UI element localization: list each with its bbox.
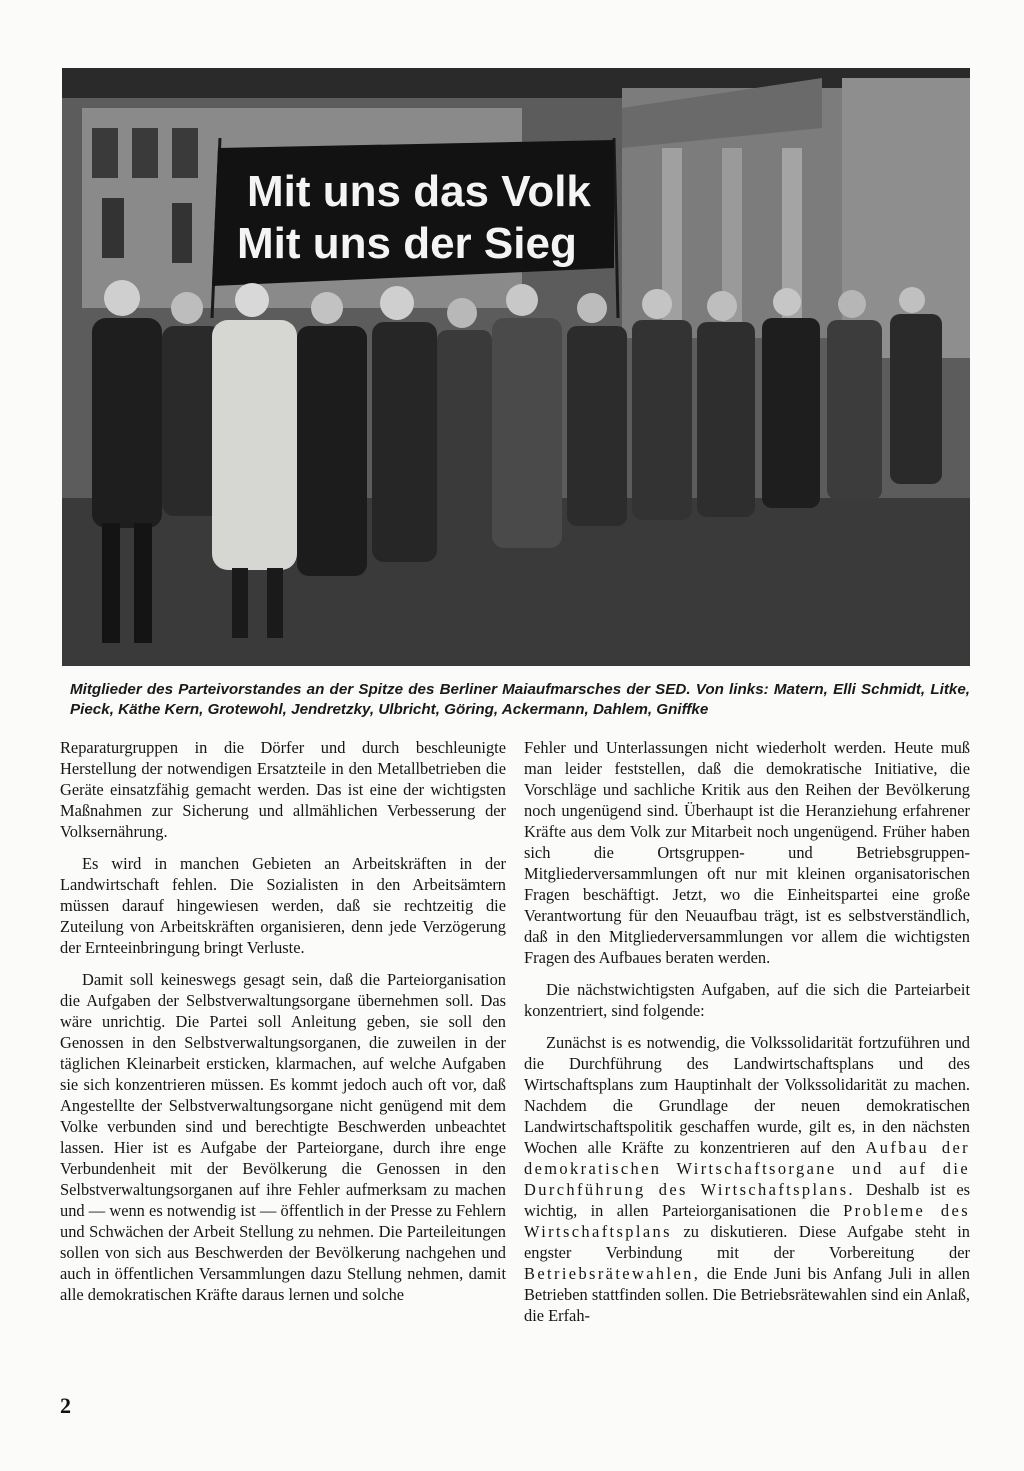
right-p3-text-a: Zunächst is es notwendig, die Volkssolidarität fortzuführen und die Durchführung des Landwirtschaftsplans und des Wirtschaftsplans zum Hauptinhalt der Volkssolidarität zu machen. Nachdem die Grundlage der neuen demokratischen Landwirtschaftspolitik geschaffen wurde, gilt es, in den nächsten Wochen alle Kräfte zu konzentrieren auf den bbox=[524, 1033, 970, 1157]
right-p3-emphasis-d: Probleme des Wirtschaftsplans bbox=[524, 1201, 970, 1241]
photo-may-day-march bbox=[62, 68, 970, 666]
right-p3-text-g: die Ende Juni bis Anfang Juli in allen Betrieben stattfinden sollen. Die Betriebsrätewahlen sind ein Anlaß, die Erfah- bbox=[524, 1264, 970, 1325]
left-paragraph-3: Damit soll keineswegs gesagt sein, daß die Parteiorganisation die Aufgaben der Selbstverwaltungsorgane übernehmen soll. Das wäre unrichtig. Die Partei soll Anleitung geben, sie soll den Genossen in den Selbstverwaltungsorganen, die zuweilen in der täglichen Kleinarbeit ersticken, klarmachen, auf welche Aufgaben sie sich konzentrieren müssen. Es kommt jedoch auch oft vor, daß Angestellte der Selbstverwaltungsorgane nicht genügend mit dem Volke verbunden sind und berechtigte Beschwerden unbeachtet lassen. Hier ist es Aufgabe der Parteiorgane, durch ihre enge Verbundenheit mit der Bevölkerung die Genossen in den Selbstverwaltungsorganen auf ihre Fehler aufmerksam zu machen und — wenn es notwendig ist — öffentlich in der Presse zu Fehlern und Schwächen der Arbeit Stellung zu nehmen. Die Parteileitungen sollen von sich aus Beschwerden der Bevölkerung nachgehen und auch in öffentlichen Versammlungen dazu Stellung nehmen, damit alle demokratischen Kräfte daraus lernen und solche bbox=[60, 970, 506, 1304]
photo-illustration bbox=[62, 68, 970, 666]
left-paragraph-1: Reparaturgruppen in die Dörfer und durch beschleunigte Herstellung der notwendigen Ersatzteile in den Metallbetrieben die Geräte einsatzfähig gemacht werden. Das ist eine der wichtigsten Maßnahmen zur Sicherung und allmählichen Verbesserung der Volksernährung. bbox=[60, 738, 506, 841]
right-p3-text-c: Deshalb ist es wichtig, in allen Parteiorganisationen die bbox=[524, 1180, 970, 1220]
right-p3-emphasis-f: Betriebsrätewahlen, bbox=[524, 1264, 701, 1283]
right-p3-emphasis-b: Aufbau der demokratischen Wirtschaftsorgane und auf die Durchführung des Wirtschaftsplans. bbox=[524, 1138, 970, 1199]
left-column bbox=[60, 737, 506, 1316]
banner-line-1: Mit uns das Volk bbox=[247, 167, 591, 216]
right-p3-text-e: zu diskutieren. Diese Aufgabe steht in engster Verbindung mit der Vorbereitung der bbox=[524, 1222, 970, 1262]
right-paragraph-1: Fehler und Unterlassungen nicht wiederholt werden. Heute muß man leider feststellen, daß die demokratische Initiative, die Vorschläge und sachliche Kritik aus den Reihen der Bevölkerung noch ungenügend sind. Überhaupt ist die Heranziehung erfahrener Kräfte aus dem Volk zur Mitarbeit noch ungenügend. Früher haben sich die Ortsgruppen- und Betriebsgruppen-Mitgliederversammlungen oft nur mit kleinen organisatorischen Fragen beschäftigt. Jetzt, wo die Einheitspartei eine große Verantwortung für den Neuaufbau trägt, ist es selbstverständlich, daß in den Mitgliederversammlungen vor allem die wichtigsten Fragen des Aufbaues beraten werden. bbox=[524, 738, 970, 967]
right-column bbox=[524, 737, 970, 1337]
left-paragraph-2: Es wird in manchen Gebieten an Arbeitskräften in der Landwirtschaft fehlen. Die Sozialisten in den Arbeitsämtern müssen darauf hingewiesen werden, daß sie rechtzeitig die Zuteilung von Arbeitskräften organisieren, denn jede Verzögerung der Ernteeinbringung bringt Verluste. bbox=[60, 854, 506, 957]
banner-line-2: Mit uns der Sieg bbox=[237, 219, 577, 268]
right-paragraph-3 bbox=[524, 1032, 970, 1326]
page-number: 2 bbox=[60, 1393, 71, 1418]
photo-caption: Mitglieder des Parteivorstandes an der Spitze des Berliner Maiaufmarsches der SED. Von links: Matern, Elli Schmidt, Litke, Pieck, Käthe Kern, Grotewohl, Jendretzky, Ulbricht, Göring, Ackermann, Dahlem, Gniffke bbox=[70, 681, 970, 718]
right-paragraph-2: Die nächstwichtigsten Aufgaben, auf die sich die Parteiarbeit konzentriert, sind folgende: bbox=[524, 980, 970, 1020]
